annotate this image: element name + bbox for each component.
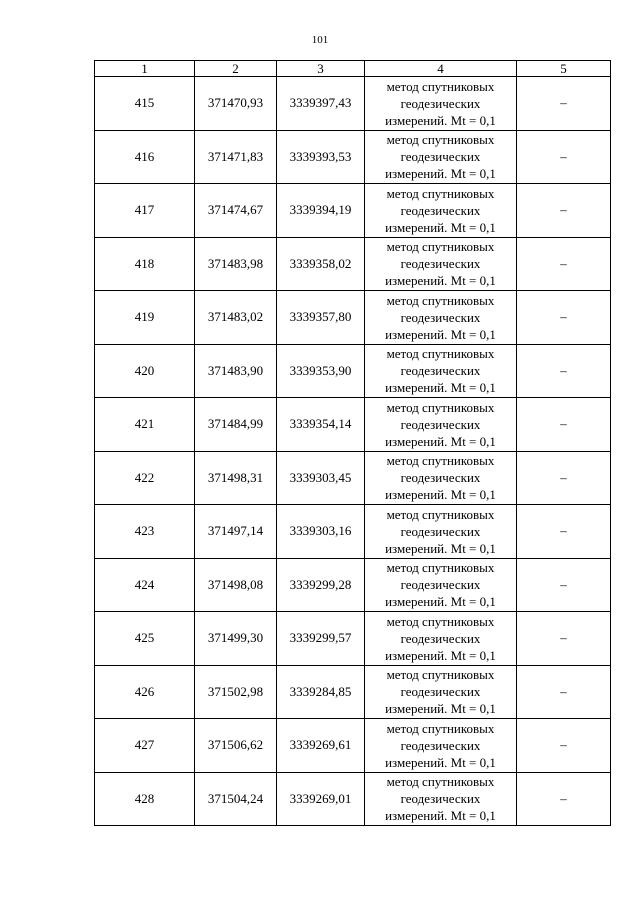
method-cell bbox=[365, 184, 517, 238]
point-number-cell: 421 bbox=[95, 398, 195, 452]
method-line: геодезических bbox=[400, 202, 481, 218]
method-line: метод спутниковых bbox=[386, 720, 495, 736]
x-coordinate-cell: 371498,08 bbox=[195, 558, 277, 612]
table-row bbox=[95, 451, 611, 505]
method-line: геодезических bbox=[400, 416, 481, 432]
table-header bbox=[95, 61, 611, 77]
x-coordinate-cell: 371506,62 bbox=[195, 719, 277, 773]
method-line: геодезических bbox=[400, 470, 481, 486]
method-line: геодезических bbox=[400, 630, 481, 646]
table-row bbox=[95, 77, 611, 131]
header-col-4: 4 bbox=[365, 61, 517, 77]
note-cell: – bbox=[517, 451, 611, 505]
table-row bbox=[95, 398, 611, 452]
table-row bbox=[95, 558, 611, 612]
method-line: геодезических bbox=[400, 737, 481, 753]
point-number-cell: 425 bbox=[95, 612, 195, 666]
method-line: метод спутниковых bbox=[386, 667, 495, 683]
method-line: метод спутниковых bbox=[386, 239, 495, 255]
method-cell bbox=[365, 719, 517, 773]
header-col-2: 2 bbox=[195, 61, 277, 77]
method-line: измерений. Mt = 0,1 bbox=[385, 273, 496, 289]
y-coordinate-cell: 3339303,16 bbox=[277, 505, 365, 559]
point-number-cell: 427 bbox=[95, 719, 195, 773]
y-coordinate-cell: 3339357,80 bbox=[277, 291, 365, 345]
method-line: геодезических bbox=[400, 256, 481, 272]
method-line: измерений. Mt = 0,1 bbox=[385, 540, 496, 556]
method-line: метод спутниковых bbox=[386, 399, 495, 415]
y-coordinate-cell: 3339269,61 bbox=[277, 719, 365, 773]
method-line: метод спутниковых bbox=[386, 78, 495, 94]
x-coordinate-cell: 371497,14 bbox=[195, 505, 277, 559]
table-row bbox=[95, 505, 611, 559]
point-number-cell: 417 bbox=[95, 184, 195, 238]
point-number-cell: 420 bbox=[95, 344, 195, 398]
method-line: геодезических bbox=[400, 95, 481, 111]
table-row bbox=[95, 130, 611, 184]
point-number-cell: 426 bbox=[95, 665, 195, 719]
method-line: геодезических bbox=[400, 149, 481, 165]
method-cell bbox=[365, 344, 517, 398]
header-col-1: 1 bbox=[95, 61, 195, 77]
coordinates-table bbox=[94, 60, 611, 826]
table-row bbox=[95, 719, 611, 773]
method-cell bbox=[365, 291, 517, 345]
note-cell: – bbox=[517, 719, 611, 773]
method-line: измерений. Mt = 0,1 bbox=[385, 326, 496, 342]
method-line: метод спутниковых bbox=[386, 185, 495, 201]
note-cell: – bbox=[517, 558, 611, 612]
x-coordinate-cell: 371483,02 bbox=[195, 291, 277, 345]
x-coordinate-cell: 371483,90 bbox=[195, 344, 277, 398]
note-cell: – bbox=[517, 77, 611, 131]
x-coordinate-cell: 371470,93 bbox=[195, 77, 277, 131]
method-cell bbox=[365, 237, 517, 291]
table-row bbox=[95, 772, 611, 826]
method-line: измерений. Mt = 0,1 bbox=[385, 112, 496, 128]
method-line: измерений. Mt = 0,1 bbox=[385, 380, 496, 396]
point-number-cell: 418 bbox=[95, 237, 195, 291]
y-coordinate-cell: 3339393,53 bbox=[277, 130, 365, 184]
table-row bbox=[95, 612, 611, 666]
point-number-cell: 415 bbox=[95, 77, 195, 131]
method-line: геодезических bbox=[400, 577, 481, 593]
method-line: метод спутниковых bbox=[386, 292, 495, 308]
method-cell bbox=[365, 77, 517, 131]
point-number-cell: 423 bbox=[95, 505, 195, 559]
method-line: метод спутниковых bbox=[386, 453, 495, 469]
note-cell: – bbox=[517, 291, 611, 345]
method-line: геодезических bbox=[400, 363, 481, 379]
method-line: измерений. Mt = 0,1 bbox=[385, 808, 496, 824]
table-row bbox=[95, 184, 611, 238]
note-cell: – bbox=[517, 184, 611, 238]
y-coordinate-cell: 3339284,85 bbox=[277, 665, 365, 719]
note-cell: – bbox=[517, 237, 611, 291]
method-line: измерений. Mt = 0,1 bbox=[385, 433, 496, 449]
x-coordinate-cell: 371484,99 bbox=[195, 398, 277, 452]
y-coordinate-cell: 3339353,90 bbox=[277, 344, 365, 398]
note-cell: – bbox=[517, 665, 611, 719]
method-line: измерений. Mt = 0,1 bbox=[385, 754, 496, 770]
method-line: метод спутниковых bbox=[386, 132, 495, 148]
point-number-cell: 422 bbox=[95, 451, 195, 505]
note-cell: – bbox=[517, 772, 611, 826]
method-cell bbox=[365, 772, 517, 826]
note-cell: – bbox=[517, 612, 611, 666]
y-coordinate-cell: 3339299,57 bbox=[277, 612, 365, 666]
method-line: метод спутниковых bbox=[386, 506, 495, 522]
y-coordinate-cell: 3339397,43 bbox=[277, 77, 365, 131]
x-coordinate-cell: 371471,83 bbox=[195, 130, 277, 184]
method-line: геодезических bbox=[400, 523, 481, 539]
method-cell bbox=[365, 451, 517, 505]
x-coordinate-cell: 371474,67 bbox=[195, 184, 277, 238]
point-number-cell: 419 bbox=[95, 291, 195, 345]
method-cell bbox=[365, 558, 517, 612]
point-number-cell: 428 bbox=[95, 772, 195, 826]
x-coordinate-cell: 371499,30 bbox=[195, 612, 277, 666]
y-coordinate-cell: 3339299,28 bbox=[277, 558, 365, 612]
method-line: геодезических bbox=[400, 684, 481, 700]
method-cell bbox=[365, 612, 517, 666]
x-coordinate-cell: 371502,98 bbox=[195, 665, 277, 719]
table-row bbox=[95, 344, 611, 398]
method-line: измерений. Mt = 0,1 bbox=[385, 487, 496, 503]
method-line: метод спутниковых bbox=[386, 613, 495, 629]
table-row bbox=[95, 291, 611, 345]
point-number-cell: 416 bbox=[95, 130, 195, 184]
y-coordinate-cell: 3339354,14 bbox=[277, 398, 365, 452]
x-coordinate-cell: 371498,31 bbox=[195, 451, 277, 505]
method-line: измерений. Mt = 0,1 bbox=[385, 647, 496, 663]
y-coordinate-cell: 3339394,19 bbox=[277, 184, 365, 238]
method-line: измерений. Mt = 0,1 bbox=[385, 594, 496, 610]
x-coordinate-cell: 371504,24 bbox=[195, 772, 277, 826]
point-number-cell: 424 bbox=[95, 558, 195, 612]
method-cell bbox=[365, 505, 517, 559]
method-line: метод спутниковых bbox=[386, 560, 495, 576]
note-cell: – bbox=[517, 398, 611, 452]
method-line: измерений. Mt = 0,1 bbox=[385, 219, 496, 235]
method-line: геодезических bbox=[400, 791, 481, 807]
table-body bbox=[95, 77, 611, 826]
method-line: метод спутниковых bbox=[386, 346, 495, 362]
header-col-3: 3 bbox=[277, 61, 365, 77]
y-coordinate-cell: 3339269,01 bbox=[277, 772, 365, 826]
table-row bbox=[95, 237, 611, 291]
header-row bbox=[95, 61, 611, 77]
method-line: метод спутниковых bbox=[386, 774, 495, 790]
method-line: измерений. Mt = 0,1 bbox=[385, 166, 496, 182]
x-coordinate-cell: 371483,98 bbox=[195, 237, 277, 291]
page-number: 101 bbox=[311, 34, 329, 46]
method-cell bbox=[365, 398, 517, 452]
note-cell: – bbox=[517, 130, 611, 184]
header-col-5: 5 bbox=[517, 61, 611, 77]
y-coordinate-cell: 3339303,45 bbox=[277, 451, 365, 505]
method-cell bbox=[365, 130, 517, 184]
note-cell: – bbox=[517, 344, 611, 398]
note-cell: – bbox=[517, 505, 611, 559]
y-coordinate-cell: 3339358,02 bbox=[277, 237, 365, 291]
table-row bbox=[95, 665, 611, 719]
method-cell bbox=[365, 665, 517, 719]
method-line: геодезических bbox=[400, 309, 481, 325]
method-line: измерений. Mt = 0,1 bbox=[385, 701, 496, 717]
